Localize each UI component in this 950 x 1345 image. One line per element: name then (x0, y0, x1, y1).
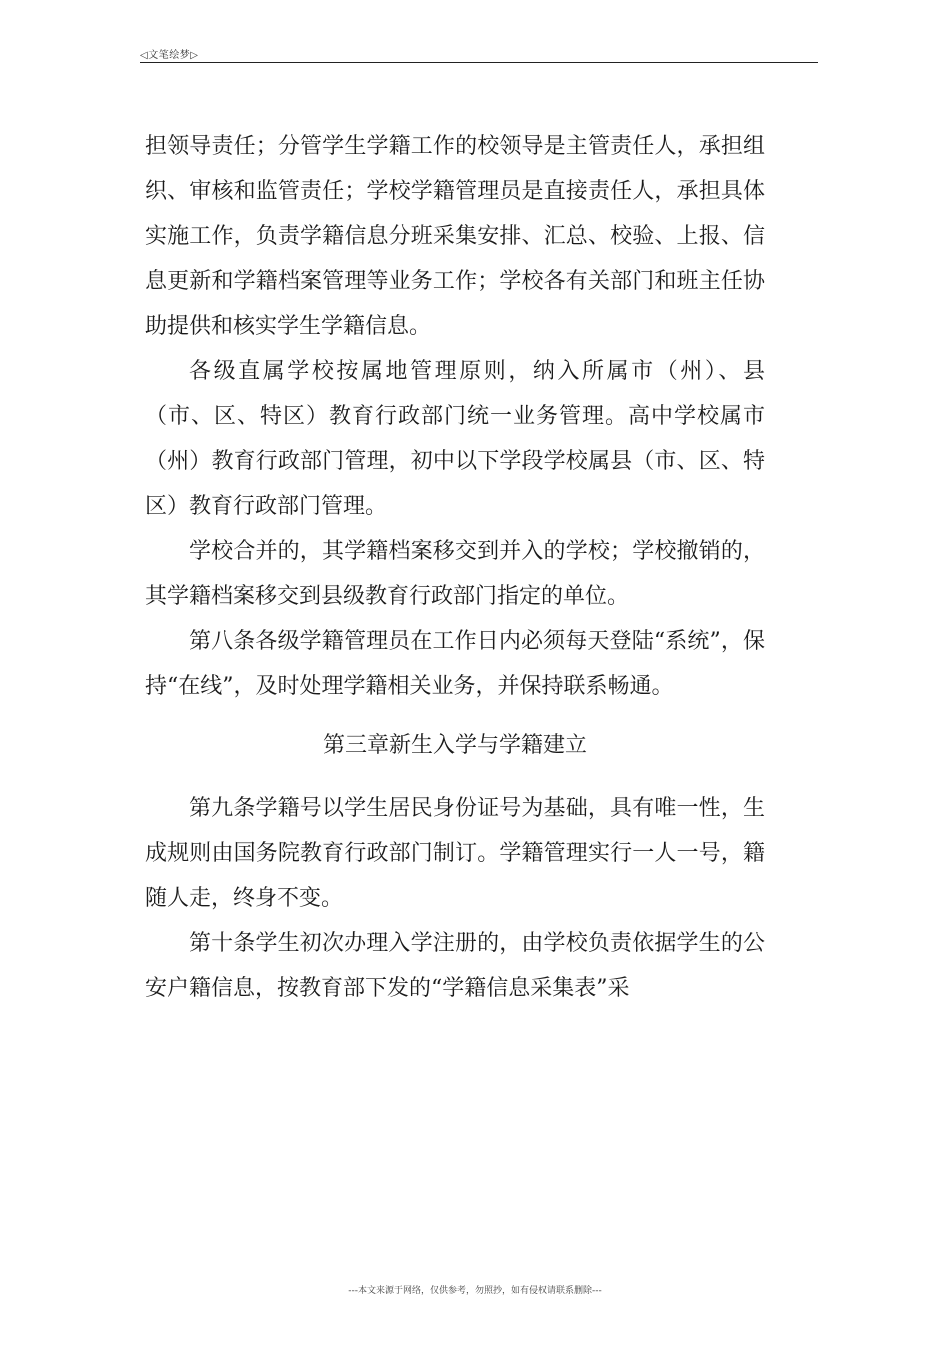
page-header (140, 44, 818, 63)
paragraph-article-10: 第十条学生初次办理入学注册的，由学校负责依据学生的公安户籍信息，按教育部下发的“学籍信息采集表”采 (145, 931, 765, 1001)
paragraph: 学校合并的，其学籍档案移交到并入的学校；学校撤销的，其学籍档案移交到县级教育行政部门指定的单位。 (145, 539, 765, 609)
paragraph-article-8: 第八条各级学籍管理员在工作日内必须每天登陆“系统”，保持“在线”，及时处理学籍相关业务，并保持联系畅通。 (145, 629, 765, 699)
document-body (145, 124, 765, 1011)
page-footer: ---本文来源于网络，仅供参考，勿照抄，如有侵权请联系删除--- (348, 1286, 602, 1296)
paragraph-article-9: 第九条学籍号以学生居民身份证号为基础，具有唯一性，生成规则由国务院教育行政部门制订。学籍管理实行一人一号，籍随人走，终身不变。 (145, 796, 765, 911)
paragraph-continued: 担领导责任；分管学生学籍工作的校领导是主管责任人，承担组织、审核和监管责任；学校学籍管理员是直接责任人，承担具体实施工作，负责学籍信息分班采集安排、汇总、校验、上报、信息更新和学籍档案管理等业务工作；学校各有关部门和班主任协助提供和核实学生学籍信息。 (145, 134, 765, 339)
paragraph: 各级直属学校按属地管理原则，纳入所属市（州）、县（市、区、特区）教育行政部门统一业务管理。高中学校属市（州）教育行政部门管理，初中以下学段学校属县（市、区、特区）教育行政部门管理。 (145, 359, 765, 519)
chapter-heading: 第三章新生入学与学籍建立 (322, 733, 587, 758)
header-logo-text: ◁文笔绘梦▷ (140, 50, 199, 61)
